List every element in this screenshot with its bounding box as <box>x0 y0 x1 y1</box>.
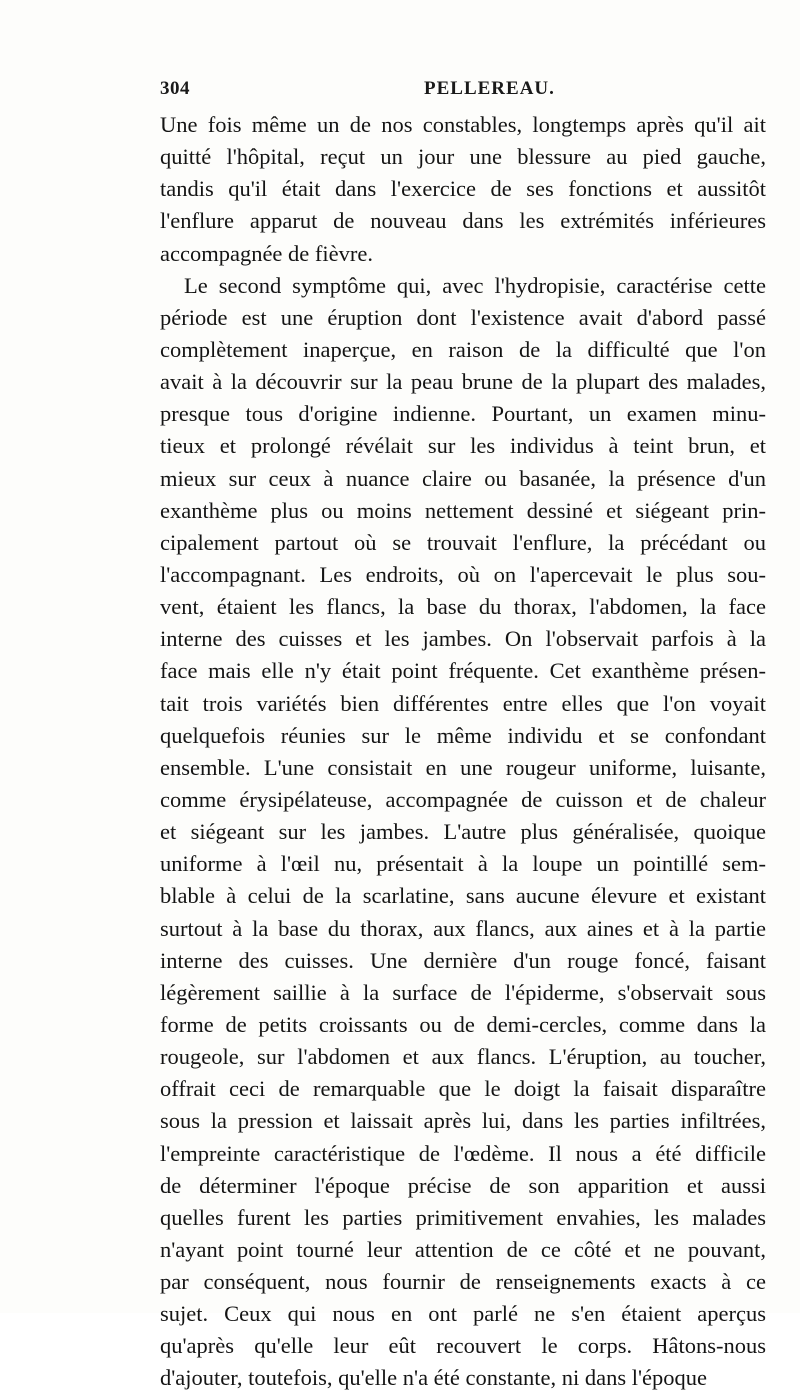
text-line: face mais elle n'y était point fréquente. Cet exanthème présen- <box>160 658 766 684</box>
text-line: surtout à la base du thorax, aux flancs, aux aines et à la partie <box>160 915 766 941</box>
text-line: et siégeant sur les jambes. L'autre plus généralisée, quoique <box>160 819 766 845</box>
text-line: rougeole, sur l'abdomen et aux flancs. L'éruption, au toucher, <box>160 1044 766 1070</box>
text-line: sujet. Ceux qui nous en ont parlé ne s'en étaient aperçus <box>160 1301 766 1327</box>
text-line: complètement inaperçue, en raison de la difficulté que l'on <box>160 336 766 362</box>
text-line: quelles furent les parties primitivement envahies, les malades <box>160 1204 766 1230</box>
page-number: 304 <box>160 78 190 99</box>
text-line: sous la pression et laissait après lui, dans les parties infiltrées, <box>160 1108 766 1134</box>
text-line: d'ajouter, toutefois, qu'elle n'a été constante, ni dans l'époque <box>160 1365 708 1391</box>
text-line: Le second symptôme qui, avec l'hydropisie, caractérise cette <box>184 272 766 298</box>
text-line: accompagnée de fièvre. <box>160 240 373 266</box>
text-line: avait à la découvrir sur la peau brune de la plupart des malades, <box>160 369 766 395</box>
page-header <box>160 78 760 108</box>
text-line: uniforme à l'œil nu, présentait à la loupe un pointillé sem- <box>160 851 766 877</box>
text-line: mieux sur ceux à nuance claire ou basanée, la présence d'un <box>160 465 766 491</box>
text-line: interne des cuisses. Une dernière d'un rouge foncé, faisant <box>160 947 766 973</box>
text-line: par conséquent, nous fournir de renseignements exacts à ce <box>160 1269 766 1295</box>
text-line: quitté l'hôpital, reçut un jour une blessure au pied gauche, <box>160 144 766 170</box>
text-line: Une fois même un de nos constables, longtemps après qu'il ait <box>160 112 766 137</box>
text-line: période est une éruption dont l'existence avait d'abord passé <box>160 304 766 330</box>
text-line: comme érysipélateuse, accompagnée de cuisson et de chaleur <box>160 786 766 812</box>
text-line: tieux et prolongé révélait sur les individus à teint brun, et <box>160 433 766 459</box>
text-line: légèrement saillie à la surface de l'épiderme, s'observait sous <box>160 979 766 1005</box>
text-line: presque tous d'origine indienne. Pourtant, un examen minu- <box>160 401 766 427</box>
text-line: l'enflure apparut de nouveau dans les extrémités inférieures <box>160 208 766 234</box>
body-text <box>160 109 766 1395</box>
text-line: quelquefois réunies sur le même individu et se confondant <box>160 722 766 748</box>
text-line: cipalement partout où se trouvait l'enflure, la précédant ou <box>160 529 766 555</box>
text-line: offrait ceci de remarquable que le doigt la faisait disparaître <box>160 1076 766 1102</box>
text-line: exanthème plus ou moins nettement dessiné et siégeant prin- <box>160 497 766 523</box>
text-line: l'accompagnant. Les endroits, où on l'apercevait le plus sou- <box>160 561 766 587</box>
text-line: ensemble. L'une consistait en une rougeur uniforme, luisante, <box>160 754 766 780</box>
text-line: vent, étaient les flancs, la base du thorax, l'abdomen, la face <box>160 594 766 620</box>
text-line: tandis qu'il était dans l'exercice de ses fonctions et aussitôt <box>160 176 766 202</box>
text-line: de déterminer l'époque précise de son apparition et aussi <box>160 1172 766 1198</box>
text-line: blable à celui de la scarlatine, sans aucune élevure et existant <box>160 883 766 909</box>
running-title: PELLEREAU. <box>424 78 555 99</box>
text-line: interne des cuisses et les jambes. On l'observait parfois à la <box>160 626 766 652</box>
text-line: qu'après qu'elle leur eût recouvert le corps. Hâtons-nous <box>160 1333 766 1359</box>
text-line: n'ayant point tourné leur attention de ce côté et ne pouvant, <box>160 1236 766 1262</box>
text-line: forme de petits croissants ou de demi-cercles, comme dans la <box>160 1011 766 1037</box>
text-line: l'empreinte caractéristique de l'œdème. Il nous a été difficile <box>160 1140 766 1166</box>
text-line: tait trois variétés bien différentes entre elles que l'on voyait <box>160 690 766 716</box>
